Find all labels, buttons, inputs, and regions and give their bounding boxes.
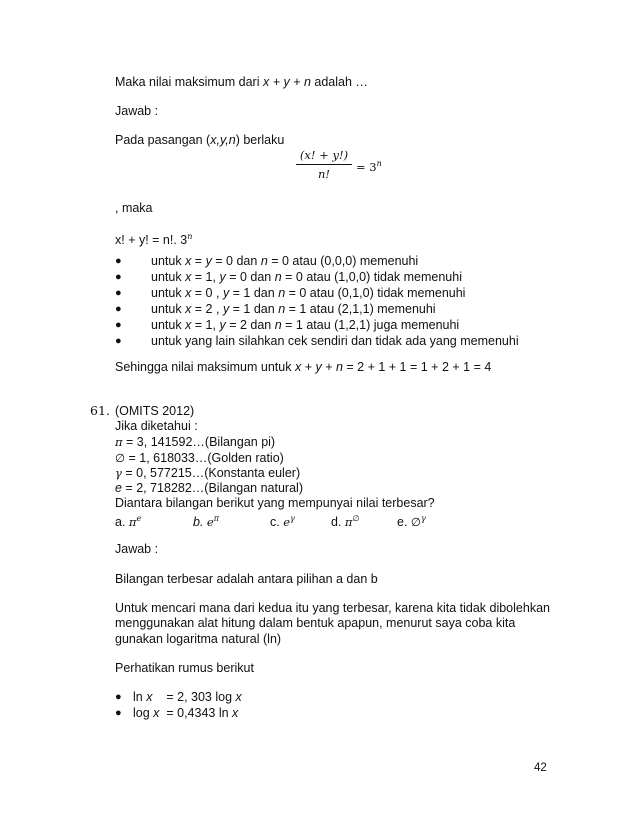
jawab-label-1: Jawab :: [115, 104, 159, 118]
option-c: c. $e^\gamma$: [270, 514, 295, 530]
case-item: untuk x = 0 , y = 1 dan n = 0 atau (0,1,0) tidak memenuhi: [151, 286, 466, 300]
factorial-equation: x! + y! = n!. 3$^n$: [115, 232, 193, 248]
given-label: Jika diketahui :: [115, 419, 198, 433]
explanation-line: gunakan logaritma natural (ln): [115, 632, 282, 646]
maka-line: , maka: [115, 201, 153, 215]
fraction-denominator: n!: [317, 167, 331, 181]
conclusion-line: Sehingga nilai maksimum untuk x + y + n = 2 + 1 + 1 = 1 + 2 + 1 = 4: [115, 360, 492, 374]
question-text: Diantara bilangan berikut yang mempunyai nilai terbesar?: [115, 496, 435, 510]
option-b: b. $e^\pi$: [193, 514, 219, 530]
bullet-icon: ●: [115, 303, 122, 315]
option-a: a. $\pi^e$: [115, 514, 142, 530]
const-natural: e = 2, 718282…(Bilangan natural): [115, 481, 303, 495]
fraction-rhs: = $3^n$: [356, 159, 382, 174]
log-rule: log x = 0,4343 ln x: [133, 706, 239, 720]
case-item: untuk x = 2 , y = 1 dan n = 1 atau (2,1,1) memenuhi: [151, 302, 436, 316]
bullet-icon: ●: [115, 271, 122, 283]
bullet-icon: ●: [115, 287, 122, 299]
option-d: d. π∅: [331, 514, 360, 530]
explanation-line: menggunakan alat hitung dalam bentuk apapun, menurut saya coba kita: [115, 616, 516, 630]
case-item: untuk x = y = 0 dan n = 0 atau (0,0,0) memenuhi: [151, 254, 419, 268]
case-item: untuk x = 1, y = 2 dan n = 1 atau (1,2,1) juga memenuhi: [151, 318, 460, 332]
problem-source: (OMITS 2012): [115, 404, 195, 418]
bullet-icon: ●: [115, 691, 122, 703]
case-item: untuk yang lain silahkan cek sendiri dan tidak ada yang memenuhi: [151, 334, 519, 348]
factorial-fraction: [296, 148, 352, 181]
fraction-numerator: (x! + y!): [296, 148, 352, 165]
max-prompt: Maka nilai maksimum dari x + y + n adalah …: [115, 75, 368, 89]
bullet-icon: ●: [115, 335, 122, 347]
bullet-icon: ●: [115, 319, 122, 331]
pair-statement: Pada pasangan (x,y,n) berlaku: [115, 133, 285, 147]
const-euler: γ = 0, 577215…(Konstanta euler): [115, 466, 301, 480]
formula-intro: Perhatikan rumus berikut: [115, 661, 254, 675]
explanation-line: Untuk mencari mana dari kedua itu yang terbesar, karena kita tidak dibolehkan: [115, 601, 550, 615]
option-e: e. ∅$^\gamma$: [397, 514, 426, 530]
jawab-label-2: Jawab :: [115, 542, 159, 556]
answer-intro: Bilangan terbesar adalah antara pilihan a dan b: [115, 572, 378, 586]
page-number: 42: [534, 762, 547, 774]
problem-number: 61.: [90, 403, 110, 418]
const-golden-ratio: ∅ = 1, 618033…(Golden ratio): [115, 451, 284, 465]
bullet-icon: ●: [115, 255, 122, 267]
case-item: untuk x = 1, y = 0 dan n = 0 atau (1,0,0) tidak memenuhi: [151, 270, 462, 284]
bullet-icon: ●: [115, 707, 122, 719]
ln-rule: ln x = 2, 303 log x: [133, 690, 242, 704]
const-pi: π = 3, 141592…(Bilangan pi): [115, 435, 276, 449]
